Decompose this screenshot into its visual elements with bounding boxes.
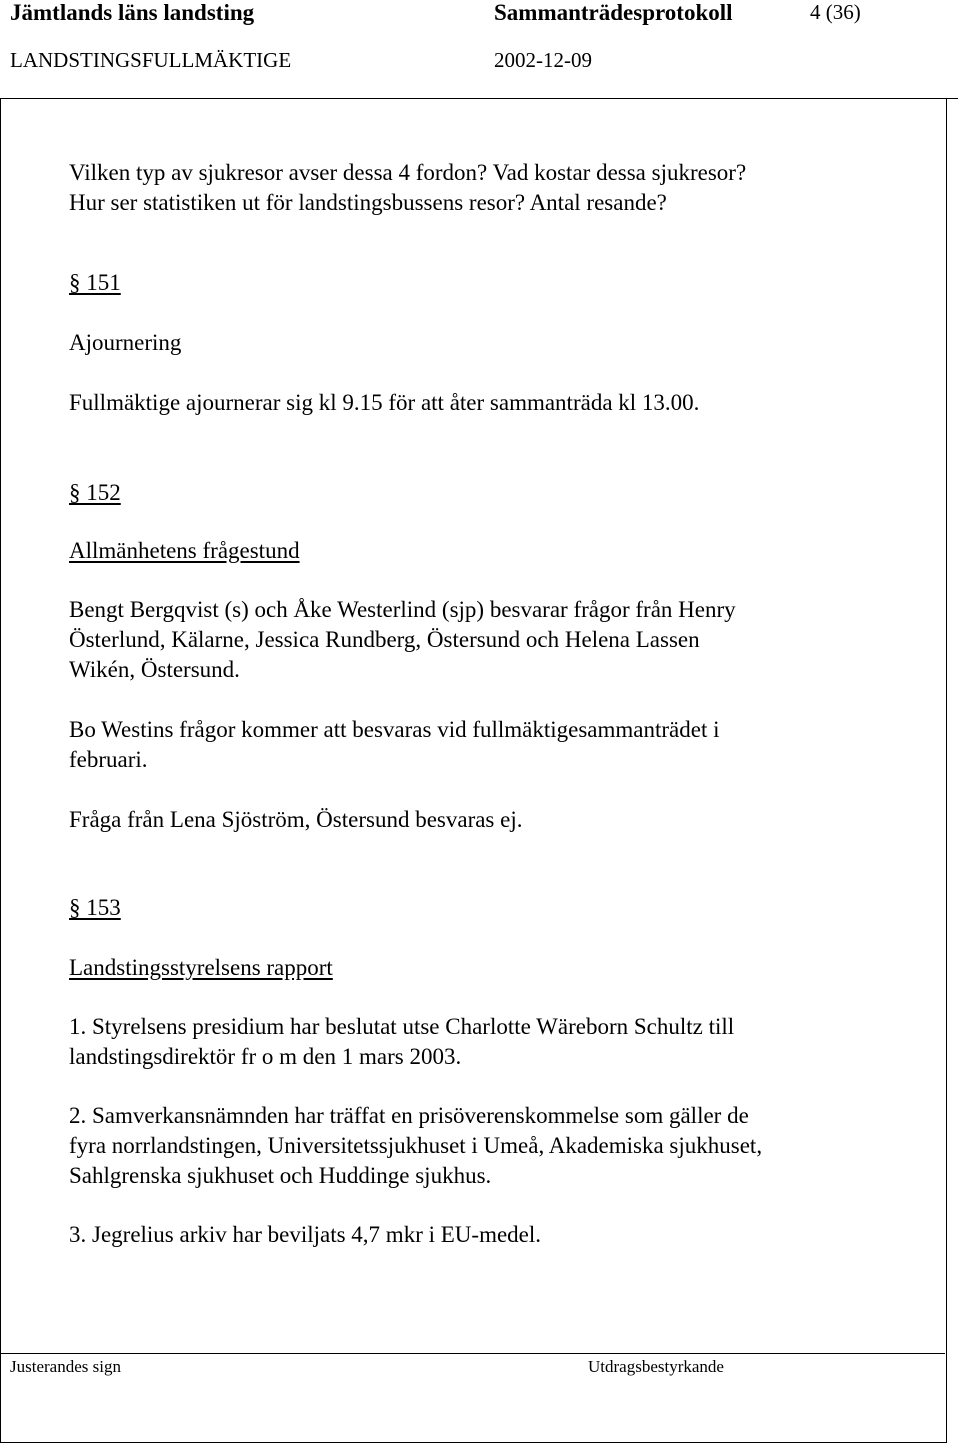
section-152-paragraph-1-line-3: Wikén, Östersund.: [69, 657, 240, 682]
section-152-title: Allmänhetens frågestund: [69, 538, 300, 563]
section-152-paragraph-1-line-2: Österlund, Kälarne, Jessica Rundberg, Östersund och Helena Lassen: [69, 627, 700, 652]
section-153-number: § 153: [69, 895, 121, 920]
section-152-paragraph-3: Fråga från Lena Sjöström, Östersund besvaras ej.: [69, 807, 523, 832]
section-152-number: § 152: [69, 480, 121, 505]
section-153-title: Landstingsstyrelsens rapport: [69, 955, 333, 980]
section-152-paragraph-2-line-2: februari.: [69, 747, 148, 772]
assembly-name: LANDSTINGSFULLMÄKTIGE: [10, 48, 292, 72]
section-153-item-1-line-1: 1. Styrelsens presidium har beslutat utse Charlotte Wäreborn Schultz till: [69, 1014, 735, 1039]
meeting-date: 2002-12-09: [494, 48, 592, 72]
section-152-paragraph-2-line-1: Bo Westins frågor kommer att besvaras vid fullmäktigesammanträdet i: [69, 717, 720, 742]
section-153-item-1-line-2: landstingsdirektör fr o m den 1 mars 2003.: [69, 1044, 462, 1069]
section-153-item-2-line-3: Sahlgrenska sjukhuset och Huddinge sjukhus.: [69, 1163, 492, 1188]
signature-field-label: Justerandes sign: [10, 1357, 121, 1376]
section-153-item-2-line-1: 2. Samverkansnämnden har träffat en prisöverenskommelse som gäller de: [69, 1103, 749, 1128]
organization-name: Jämtlands läns landsting: [10, 0, 255, 25]
intro-question-line-1: Vilken typ av sjukresor avser dessa 4 fordon? Vad kostar dessa sjukresor?: [69, 160, 747, 185]
section-153-item-3: 3. Jegrelius arkiv har beviljats 4,7 mkr i EU-medel.: [69, 1222, 542, 1247]
page-number: 4 (36): [810, 0, 861, 24]
section-153-item-2-line-2: fyra norrlandstingen, Universitetssjukhuset i Umeå, Akademiska sjukhuset,: [69, 1133, 763, 1158]
certification-field-label: Utdragsbestyrkande: [588, 1357, 724, 1376]
section-151-title: Ajournering: [69, 330, 182, 355]
section-152-paragraph-1-line-1: Bengt Bergqvist (s) och Åke Westerlind (sjp) besvarar frågor från Henry: [69, 597, 736, 622]
document-type: Sammanträdesprotokoll: [494, 0, 733, 25]
section-151-text: Fullmäktige ajournerar sig kl 9.15 för att åter sammanträda kl 13.00.: [69, 390, 700, 415]
intro-question-line-2: Hur ser statistiken ut för landstingsbussens resor? Antal resande?: [69, 190, 667, 215]
section-151-number: § 151: [69, 270, 121, 295]
footer-divider: [0, 1353, 945, 1354]
